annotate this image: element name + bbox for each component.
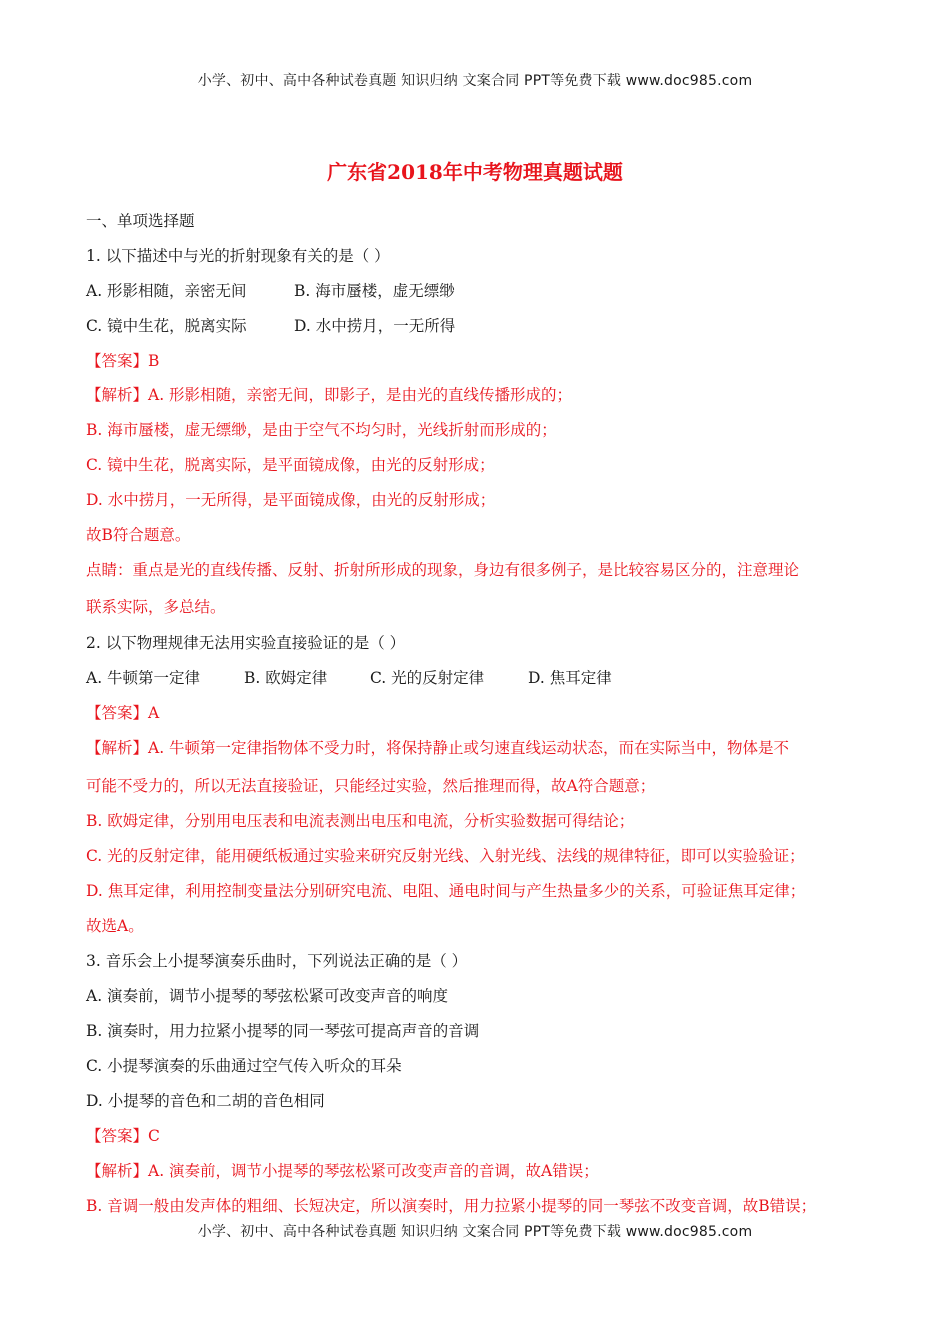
q1-explanation-3: C. 镜中生花，脱离实际，是平面镜成像，由光的反射形成； — [86, 456, 495, 474]
q1-stem: 1. 以下描述中与光的折射现象有关的是（ ） — [86, 247, 390, 265]
q3-option-c: C. 小提琴演奏的乐曲通过空气传入听众的耳朵 — [86, 1057, 402, 1075]
q1-options-row-2 — [86, 316, 455, 336]
q1-explanation-4: D. 水中捞月，一无所得，是平面镜成像，由光的反射形成； — [86, 491, 496, 509]
q2-option-d: D. 焦耳定律 — [528, 669, 612, 687]
q3-answer: 【答案】C — [86, 1127, 160, 1145]
q3-explanation-2: B. 音调一般由发声体的粗细、长短决定，所以演奏时，用力拉紧小提琴的同一琴弦不改变音调，故B错误； — [86, 1197, 817, 1215]
q1-note-2: 联系实际，多总结。 — [86, 598, 226, 616]
q1-explanation-1: 【解析】A. 形影相随，亲密无间，即影子，是由光的直线传播形成的； — [86, 386, 573, 404]
q1-explanation-2: B. 海市蜃楼，虚无缥缈，是由于空气不均匀时，光线折射而形成的； — [86, 421, 557, 439]
q2-explanation-3: B. 欧姆定律，分别用电压表和电流表测出电压和电流，分析实验数据可得结论； — [86, 812, 635, 830]
q2-explanation-5: D. 焦耳定律，利用控制变量法分别研究电流、电阻、通电时间与产生热量多少的关系，可验证焦耳定律； — [86, 882, 806, 900]
q1-option-c: C. 镜中生花，脱离实际 — [86, 317, 247, 335]
q1-option-b: B. 海市蜃楼，虚无缥缈 — [294, 282, 455, 300]
q2-option-b: B. 欧姆定律 — [244, 669, 328, 687]
section-heading: 一、单项选择题 — [86, 212, 195, 230]
q1-note-1: 点睛：重点是光的直线传播、反射、折射所形成的现象，身边有很多例子，是比较容易区分的，注意理论 — [86, 561, 800, 579]
q1-answer: 【答案】B — [86, 352, 160, 370]
q2-explanation-4: C. 光的反射定律，能用硬纸板通过实验来研究反射光线、入射光线、法线的规律特征，即可以实验验证； — [86, 847, 805, 865]
q2-explanation-1: 【解析】A. 牛顿第一定律指物体不受力时，将保持静止或匀速直线运动状态，而在实际当中，物体是不 — [86, 739, 790, 757]
q3-stem: 3. 音乐会上小提琴演奏乐曲时，下列说法正确的是（ ） — [86, 952, 468, 970]
q1-conclusion: 故B符合题意。 — [86, 526, 191, 544]
q3-option-b: B. 演奏时，用力拉紧小提琴的同一琴弦可提高声音的音调 — [86, 1022, 480, 1040]
q1-option-d: D. 水中捞月，一无所得 — [294, 317, 456, 335]
q3-explanation-1: 【解析】A. 演奏前，调节小提琴的琴弦松紧可改变声音的音调，故A错误； — [86, 1162, 599, 1180]
q2-options-row — [86, 668, 612, 688]
q2-option-c: C. 光的反射定律 — [370, 669, 485, 687]
document-title: 广东省2018年中考物理真题试题 — [327, 160, 623, 184]
q1-options-row-1 — [86, 281, 455, 301]
q2-answer: 【答案】A — [86, 704, 160, 722]
q1-option-a: A. 形影相随，亲密无间 — [86, 282, 247, 300]
q3-option-d: D. 小提琴的音色和二胡的音色相同 — [86, 1092, 325, 1110]
q2-conclusion: 故选A。 — [86, 917, 144, 935]
page-header-banner: 小学、初中、高中各种试卷真题 知识归纳 文案合同 PPT等免费下载 www.doc985.com — [197, 73, 753, 89]
q3-option-a: A. 演奏前，调节小提琴的琴弦松紧可改变声音的响度 — [86, 987, 449, 1005]
q2-stem: 2. 以下物理规律无法用实验直接验证的是（ ） — [86, 634, 406, 652]
page-footer-banner: 小学、初中、高中各种试卷真题 知识归纳 文案合同 PPT等免费下载 www.doc985.com — [197, 1224, 753, 1240]
q2-option-a: A. 牛顿第一定律 — [86, 669, 201, 687]
q2-explanation-2: 可能不受力的，所以无法直接验证，只能经过实验，然后推理而得，故A符合题意； — [86, 777, 656, 795]
